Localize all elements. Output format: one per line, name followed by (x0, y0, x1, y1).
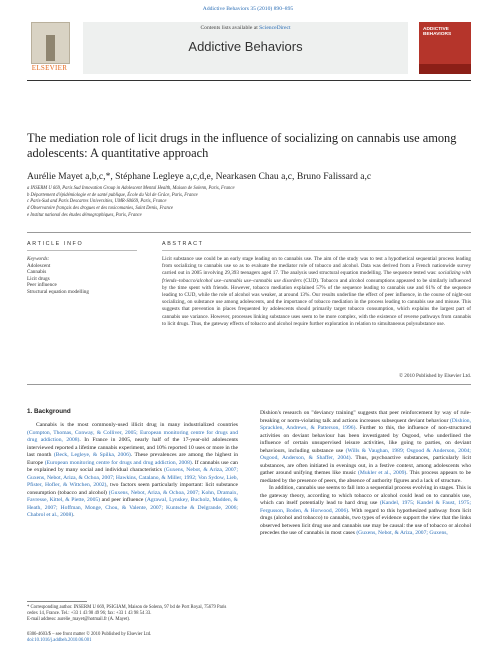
abstract-text-end: (CUD). Tobacco and alcohol consumptions appeared to be similarly influenced by the time spent with friends. However, tobacco mediation explained 57% of the sequence leading to cannabis use and 61% of the sequence leading to CUD, while the role of alcohol was weaker, at around 13%. Our results underline the effect of peer influence, in the course of night-out socializing, on substance use among adolescents, and the importance of tobacco mediation in the process leading to cannabis use and misuse. This suggests that prevention in places frequented by adolescents should primarily target tobacco consumption, which explains the largest part of cannabis use variance. However, processes linking substance uses seem to be more complex, with the existence of reverse pathways from cannabis to licit drugs. Thus, the gateway effects of tobacco and alcohol require further exploration in relation to simultaneous polysubstance use. (162, 277, 471, 327)
section-heading: 1. Background (27, 408, 71, 415)
page-footer (27, 632, 238, 645)
abstract-sequence: socializing with friends–tobacco/alcohol use–cannabis use–cannabis use disorders (162, 270, 471, 284)
body-text: . In France in 2005, nearly half of the 17-year-old adolescents interviewed reported a lifetime cannabis experiment, and 10% reported 10 uses or more in the last month (27, 437, 238, 458)
corresponding-author: * Corresponding author. INSERM U 669, PSIGIAM, Maison de Solenn, 97 bd de Port Royal, 75679 Paris cedex 14, France. Tel.: +33 1 43 98 49 96; fax: +33 1 43 98 54 33. (27, 605, 227, 617)
elsevier-logo (27, 22, 72, 74)
email-address[interactable]: E-mail address: aurelie_mayet@hotmail.fr (A. Mayet). (27, 617, 131, 623)
abstract-body (162, 256, 471, 328)
journal-masthead (27, 22, 471, 77)
body-text: . These prevalences are among the highest in Europe (27, 452, 238, 466)
keywords-block (27, 256, 137, 296)
masthead-banner (83, 22, 408, 74)
article-title: The mediation role of licit drugs in the influence of socializing on cannabis use among adolescents: A quantitative approach (27, 131, 457, 160)
footnote-rule (27, 601, 87, 602)
doi-link[interactable]: doi:10.1016/j.addbeh.2010.06.001 (27, 638, 92, 644)
citation-link[interactable]: (Guxens, Nebot, Ariza, & Ochoa, 2007; Kohn, Dramaix, Favresse, Kittel, & Piette, 2005) (27, 489, 239, 503)
body-text: . If cannabis use can be explained by many social and individual characteristics (27, 459, 238, 473)
body-paragraph (260, 410, 471, 485)
body-text: . This process appears to be mediated by the presence of peers, the absence of authority figures and a lack of structure. (260, 470, 472, 484)
body-column-right (260, 410, 471, 538)
sciencedirect-link[interactable]: ScienceDirect (259, 25, 291, 31)
affiliation-item: c Paris-Sud and Paris Descartes Universities, UMR-S0669, Paris, France (27, 199, 167, 205)
citation-link[interactable]: (Agrawal, Lynskey, Bucholz, Madden, & Heath, 2007; Hoffman, Monge, Chou, & Valente, 2007; Kuntsche & Delgrande, 2006; Chabrol et al., 2008) (27, 497, 238, 518)
body-text: In addition, cannabis use seems to fall into a sequential process evolving in stages. This is the gateway theory, according to which tobacco or alcohol could lead on to cannabis use, which can itself potentially lead to hard drug use (260, 485, 471, 506)
body-paragraph (27, 422, 238, 520)
author-list: Aurélie Mayet a,b,c,*, Stéphane Legleye a,c,d,e, Nearkasen Chau a,c, Bruno Falissard a,c (27, 171, 372, 182)
body-text: and peer influence (100, 497, 145, 503)
citation-link[interactable]: (Beck, Legleye, & Spilka, 2006) (53, 452, 131, 458)
citation-link[interactable]: (Wills & Vaughan, 1989; Osgood & Anderson, 2004; Osgood, Anderson, & Shaffer, 2004) (260, 447, 471, 461)
citation-link[interactable]: (Kandel, 1975; Kandel & Faust, 1975; Fergusson, Boden, & Horwood, 2006) (260, 500, 471, 514)
body-text: . (73, 512, 75, 518)
body-column-left (27, 422, 238, 520)
citation-link[interactable]: (European monitoring centre for drugs and drug addiction, 2008) (44, 459, 192, 466)
body-text: . Thus, psychoactive substances, particularly licit substances, are often initiated in evenings out, in a festive context, among adolescents who gather around unifying themes like music (260, 455, 471, 476)
citation-link[interactable]: (Dishion, Spracklen, Andrews, & Patterson, 1996) (260, 417, 471, 431)
citation-link[interactable]: (Guxens, Nebot, & Ariza, 2007; Guxens, Nebot, Ariza, & Ochoa, 2007; Hawkins, Catalano, & Miller, 1992; Von Sydow, Lieb, Pfister, Hofler, & Wittchen, 2002) (27, 467, 239, 488)
elsevier-wordmark: ELSEVIER (31, 64, 68, 72)
keyword-item: Peer influence (27, 282, 57, 289)
cover-stripe (419, 64, 471, 74)
keywords-label: Keywords: (27, 256, 50, 262)
keyword-item: Cannabis (27, 269, 47, 276)
elsevier-tree-icon (31, 22, 70, 64)
journal-name: Addictive Behaviors (188, 39, 303, 54)
journal-cover-thumbnail (419, 22, 471, 74)
abstract-copyright: © 2010 Published by Elsevier Ltd. (399, 373, 471, 379)
affiliations (27, 186, 471, 220)
body-text: . With regard to this hypothesized pathway from licit drugs (alcohol and tobacco) to cannabis, two types of evidence support the view that the links observed between licit drug use and cannabis use may be causal: the use of tobacco or alcohol precedes the use of cannabis in most cases (260, 507, 472, 536)
header-divider (27, 232, 471, 233)
affiliation-item: d Observatoire français des drogues et des toxicomanies, Saint Denis, France (27, 206, 173, 212)
abstract-header: ABSTRACT (162, 241, 204, 247)
corresponding-author-note (27, 605, 238, 624)
cover-title: ADDICTIVE BEHAVIORS (423, 27, 452, 38)
article-info-rule (27, 250, 137, 251)
citation-link[interactable]: (Compton, Thomas, Conway, & Colliver, 2005; European monitoring centre for drugs and drug addiction, 2008) (27, 429, 238, 443)
body-text: Dishion's research on "deviancy training" suggests that peer reinforcement by way of rule-breaking or norm-violating talk and actions increases subsequent deviant behaviour (260, 410, 471, 424)
contents-prefix: Contents lists available at (200, 25, 260, 31)
body-paragraph (260, 485, 471, 538)
citation-link[interactable]: (Guxens, Nebot, & Ariza, 2007; Guxens, (356, 530, 448, 536)
body-text: Cannabis is the most commonly-used illicit drug in many industrialized countries (36, 422, 238, 428)
keyword-item: Adolescent (27, 262, 51, 269)
keyword-item: Licit drugs (27, 275, 50, 282)
affiliation-item: a INSERM U 669, Paris Sud Innovation Group in Adolescent Mental Health, Maison de Solenn, Paris, France (27, 186, 235, 191)
citation-link[interactable]: (Mukler et al., 2009) (358, 470, 407, 476)
body-text: . Further to this, the influence of non-structured activities on deviant behaviour has been investigated by Osgood, who underlined the influence of certain unsupervised leisure activities, like going to parties, on deviant behaviours, including substance use (260, 425, 471, 454)
contents-line (83, 25, 408, 31)
affiliation-item: b Département d'épidémiologie et de santé publique, École du Val de Grâce, Paris, France (27, 192, 198, 198)
masthead-rule (27, 80, 471, 81)
article-info-header: ARTICLE INFO (27, 241, 84, 247)
abstract-rule (162, 250, 471, 251)
issn-line: 0306-4603/$ – see front matter © 2010 Published by Elsevier Ltd. (27, 632, 152, 637)
abstract-text-start: Licit substance use could be an early stage leading on to cannabis use. The aim of the study was to test a hypothetical sequential process leading from socializing to cannabis use so as to evaluate the mediator role of tobacco and alcohol. Data was derived from a French nationwide survey carried out in 2005 involving 29,393 teenagers aged 17. The analysis used structural equation modelling. The sequence tested was: (162, 256, 471, 277)
journal-reference[interactable]: Addictive Behaviors 35 (2010) 890–895 (202, 6, 294, 12)
body-text: , two factors seem particularly important: licit substance consumption (tobacco and alcohol) (27, 482, 239, 496)
affiliation-item: e Institut national des études démographiques, Paris, France (27, 212, 142, 218)
abstract-divider (27, 384, 471, 385)
keyword-item: Structural equation modelling (27, 288, 89, 295)
